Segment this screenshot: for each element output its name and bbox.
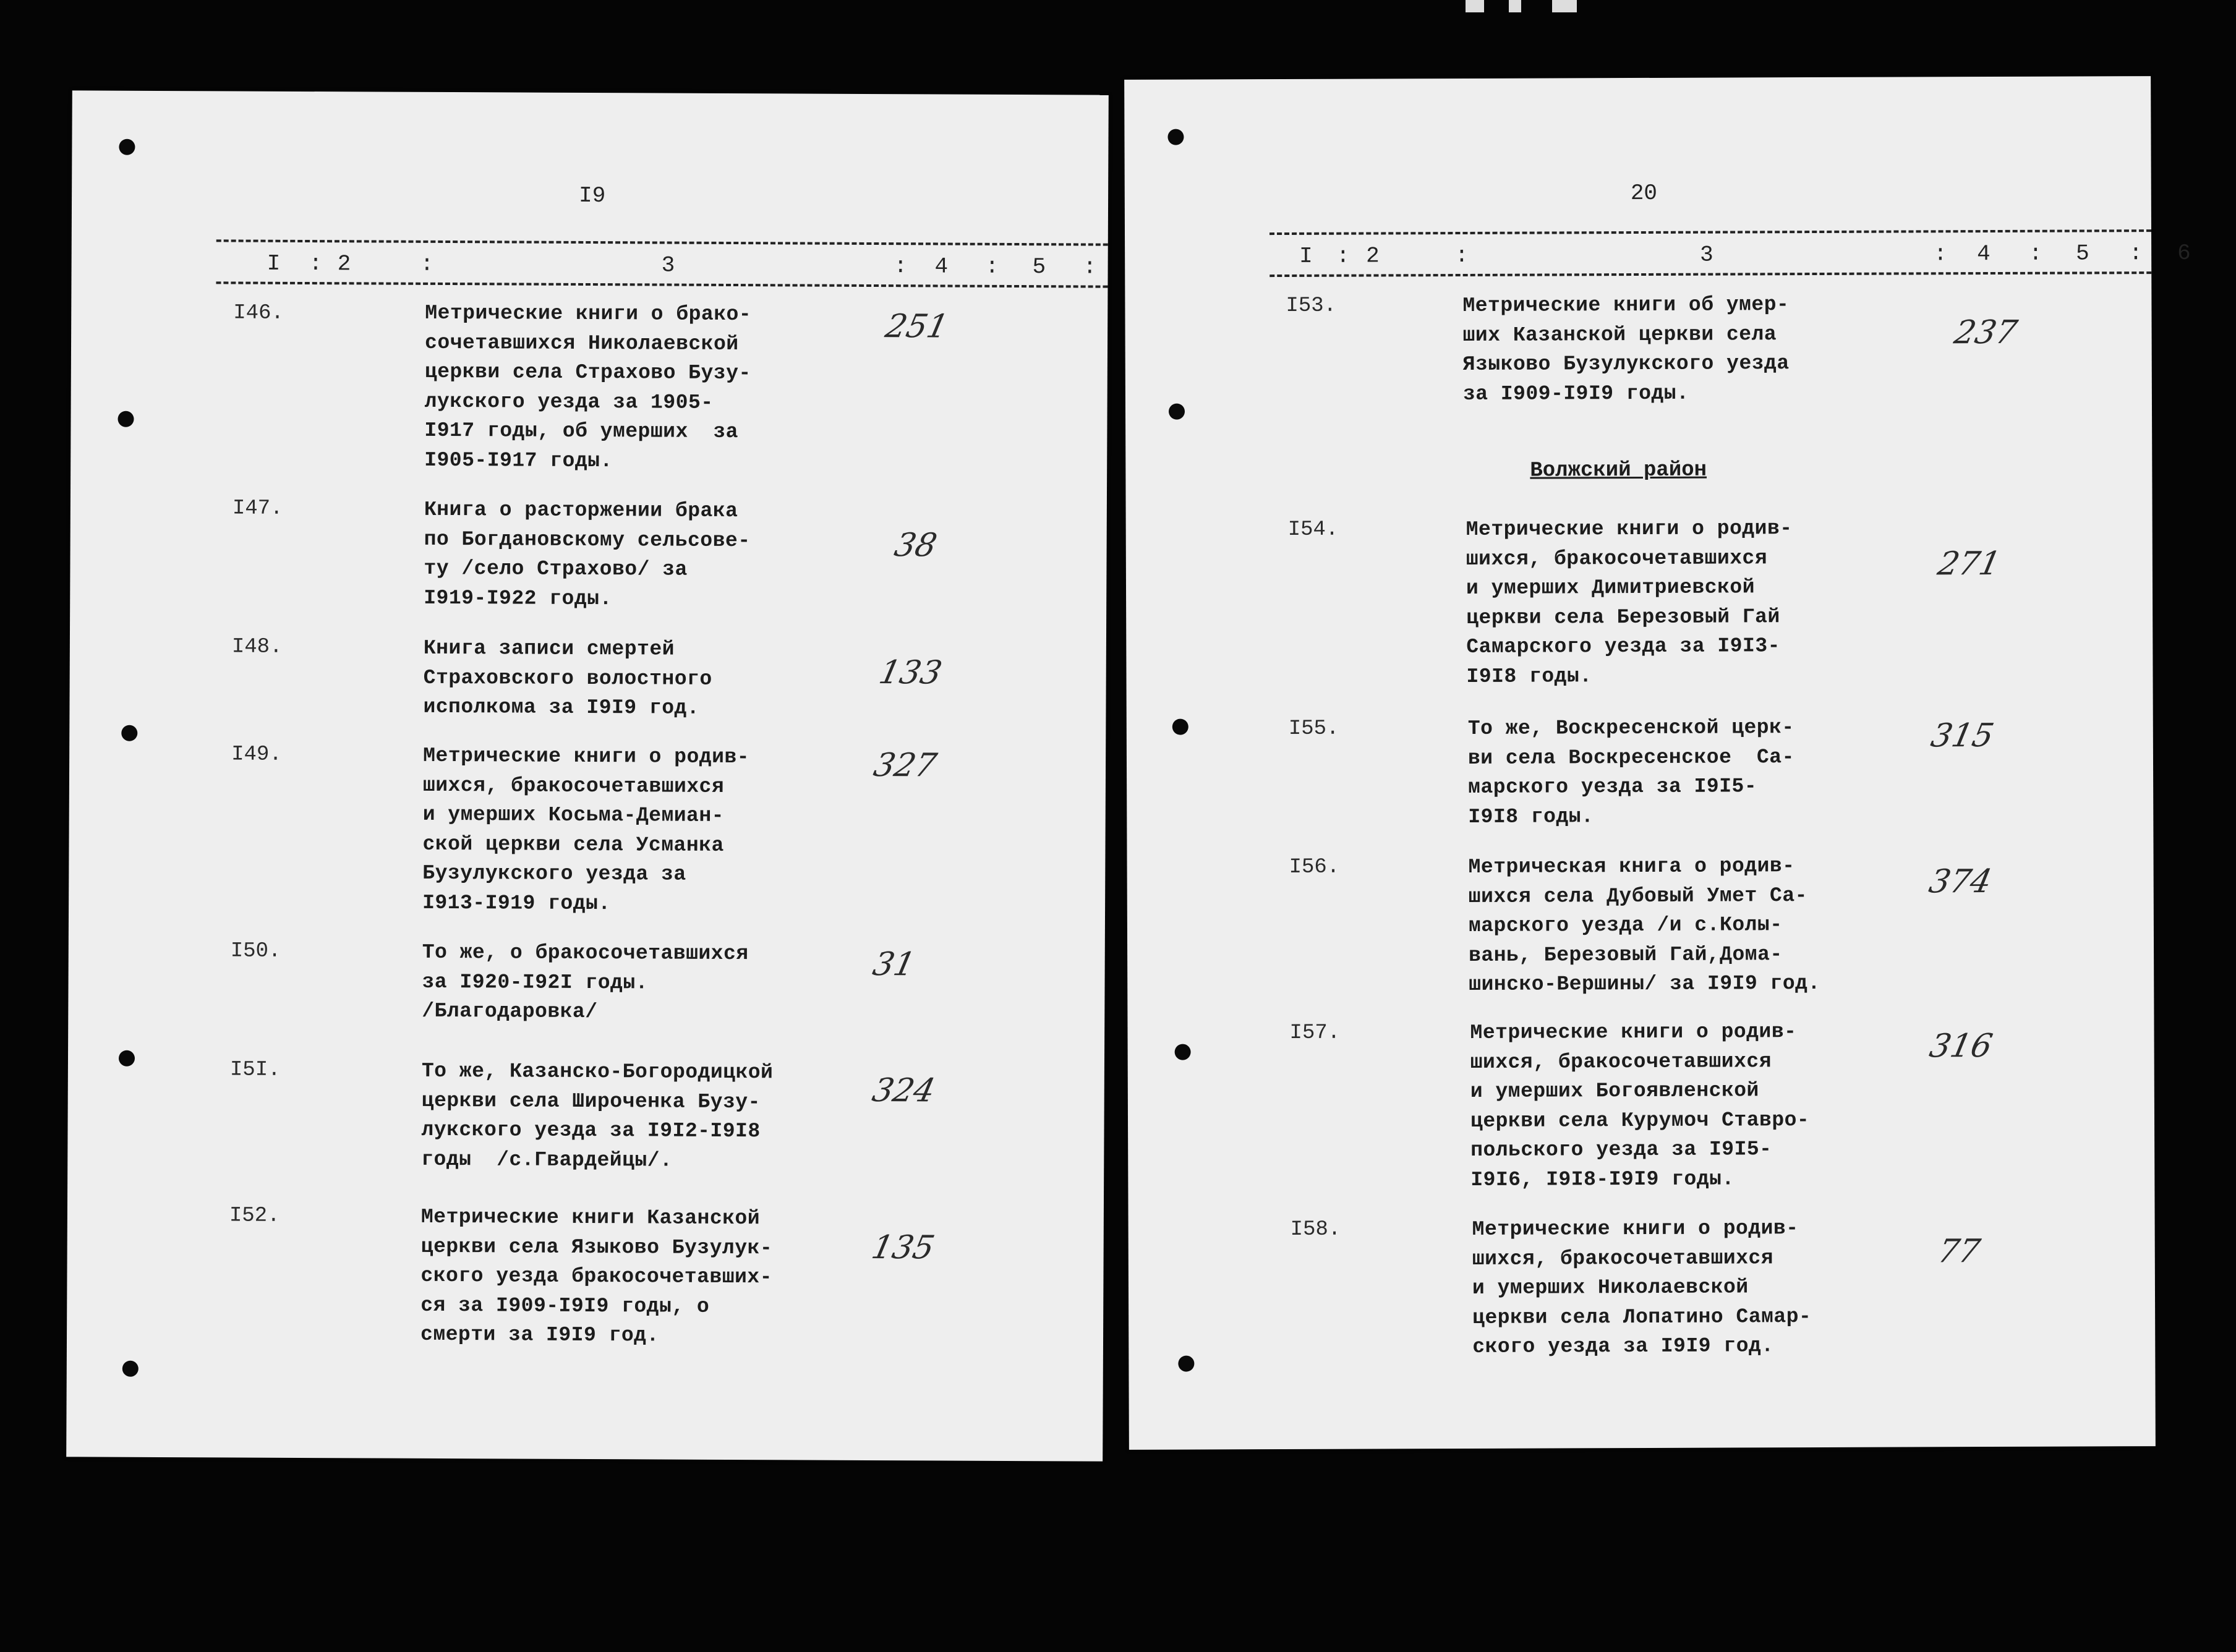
- column-number: 5: [1032, 254, 1046, 280]
- entry-number: I49.: [231, 743, 282, 767]
- binding-hole: [1169, 404, 1185, 420]
- entry-number: I56.: [1289, 855, 1340, 879]
- entry-number: I46.: [233, 301, 284, 325]
- column-header: [216, 232, 1107, 291]
- column-separator: :: [309, 251, 323, 277]
- column-number: I: [267, 250, 281, 276]
- right-page: [1124, 76, 2191, 1450]
- page-number: I9: [579, 182, 606, 209]
- sheet-count: 135: [868, 1229, 938, 1267]
- column-number: 3: [661, 252, 675, 278]
- entry-number: I53.: [1286, 294, 1337, 318]
- film-mark: [1552, 0, 1577, 12]
- entry-description: Книга записи смертей Страховского волостного исполкома за I9I9 год.: [423, 636, 712, 720]
- column-separator: :: [420, 251, 434, 277]
- sheet-count: 374: [1926, 862, 1995, 901]
- entry-number: I55.: [1288, 717, 1339, 741]
- column-separator: :: [2029, 241, 2042, 266]
- sheet-count: 315: [1927, 717, 1997, 755]
- column-header: [1269, 222, 2191, 281]
- film-edge-marks: [1459, 0, 1608, 15]
- column-separator: :: [1934, 241, 1947, 267]
- column-separator: :: [1336, 243, 1350, 269]
- column-number: 2: [1366, 243, 1380, 269]
- header-rule: [1269, 271, 2151, 277]
- column-number: 2: [337, 251, 351, 277]
- entry-number: I48.: [231, 635, 283, 659]
- entry-number: I58.: [1290, 1217, 1341, 1241]
- entry-description: Метрические книги о родив- шихся, бракосочетавшихся и умерших Димитриевской церкви села Березовый Гай Самарского уезда за I9I3- I9I8 годы.: [1466, 517, 1793, 688]
- entry-description: Метрические книги Казанской церкви села Языково Бузулук- ского уезда бракосочетавших- ся за I909-I9I9 годы, о смерти за I9I9 год.: [420, 1205, 773, 1347]
- column-number: I: [1299, 243, 1313, 269]
- header-rule: [216, 239, 1108, 245]
- entry-description: Метрические книги о родив- шихся, бракосочетавшихся и умерших Богоявленской церкви села Курумоч Ставро- польского уезда за I9I5- I9I6, I9I8-I9I9 годы.: [1470, 1020, 1810, 1191]
- binding-hole: [121, 725, 137, 741]
- entry-number: I50.: [230, 939, 281, 963]
- sheet-count: 77: [1934, 1233, 1984, 1271]
- entry-description: Метрические книги об умер- ших Казанской церкви села Языково Бузулукского уезда за I909-I9I9 годы.: [1462, 293, 1790, 406]
- sheet-count: 133: [876, 654, 945, 692]
- film-mark: [1466, 0, 1484, 12]
- binding-hole: [1172, 719, 1188, 735]
- column-separator: :: [894, 253, 908, 279]
- column-separator: :: [1083, 254, 1097, 280]
- entry-number: I57.: [1289, 1021, 1341, 1045]
- sheet-count: 271: [1934, 545, 2004, 583]
- binding-hole: [117, 411, 134, 427]
- binding-hole: [119, 1050, 135, 1067]
- entry-description: Метрические книги о брако- сочетавшихся Николаевской церкви села Страхово Бузу- лукского уезда за 1905- I917 годы, об умерших за I905-I917 годы.: [424, 301, 752, 473]
- entry-description: Метрическая книга о родив- шихся села Дубовый Умет Са- марского уезда /и с.Колы- вань, Березовый Гай,Дома- шинско-Вершины/ за I9I9 год.: [1468, 854, 1820, 997]
- header-rule: [1269, 229, 2151, 235]
- left-page: [66, 90, 1109, 1461]
- column-number: 6: [2177, 240, 2191, 266]
- binding-hole: [119, 139, 135, 155]
- binding-hole: [1167, 129, 1184, 145]
- column-number: 4: [934, 253, 949, 279]
- sheet-count: 38: [891, 527, 941, 564]
- binding-hole: [122, 1361, 139, 1377]
- entry-description: То же, о бракосочетавшихся за I920-I92I годы. /Благодаровка/: [422, 940, 749, 1024]
- sheet-count: 316: [1926, 1027, 1996, 1065]
- column-number: 4: [1977, 241, 1991, 267]
- column-number: 5: [2076, 241, 2089, 266]
- film-mark: [1509, 0, 1521, 12]
- entry-description: Метрические книги о родив- шихся, бракосочетавшихся и умерших Николаевской церкви села Лопатино Самар- ского уезда за I9I9 год.: [1472, 1217, 1812, 1359]
- district-heading: Волжский район: [1530, 458, 1707, 483]
- entry-description: То же, Казанско-Богородицкой церкви села Широченка Бузу- лукского уезда за I9I2-I9I8 годы /с.Гвардейцы/.: [421, 1059, 774, 1172]
- entry-description: Книга о расторжении брака по Богдановскому сельсове- ту /село Страхово/ за I919-I922 годы.: [424, 498, 751, 610]
- entry-description: То же, Воскресенской церк- ви села Воскресенское Са- марского уезда за I9I5- I9I8 годы.: [1467, 716, 1794, 828]
- entry-description: Метрические книги о родив- шихся, бракосочетавшихся и умерших Косьма-Демиан- ской церкви села Усманка Бузулукского уезда за I913-I919 годы.: [422, 744, 750, 916]
- binding-hole: [1175, 1044, 1191, 1060]
- sheet-count: 251: [882, 308, 952, 346]
- column-separator: :: [985, 253, 999, 279]
- sheet-count: 327: [870, 747, 940, 785]
- column-separator: :: [2129, 241, 2143, 266]
- column-number: 3: [1700, 242, 1713, 268]
- sheet-count: 237: [1951, 313, 2021, 352]
- entry-number: I5I.: [229, 1058, 281, 1082]
- entry-number: I52.: [229, 1204, 280, 1228]
- entry-number: I47.: [232, 496, 283, 521]
- sheet-count: 31: [869, 946, 919, 984]
- header-rule: [216, 281, 1107, 287]
- sheet-count: 324: [869, 1072, 939, 1110]
- column-separator: :: [1455, 242, 1469, 269]
- page-number: 20: [1630, 180, 1658, 206]
- binding-hole: [1178, 1356, 1194, 1372]
- entry-number: I54.: [1287, 517, 1339, 542]
